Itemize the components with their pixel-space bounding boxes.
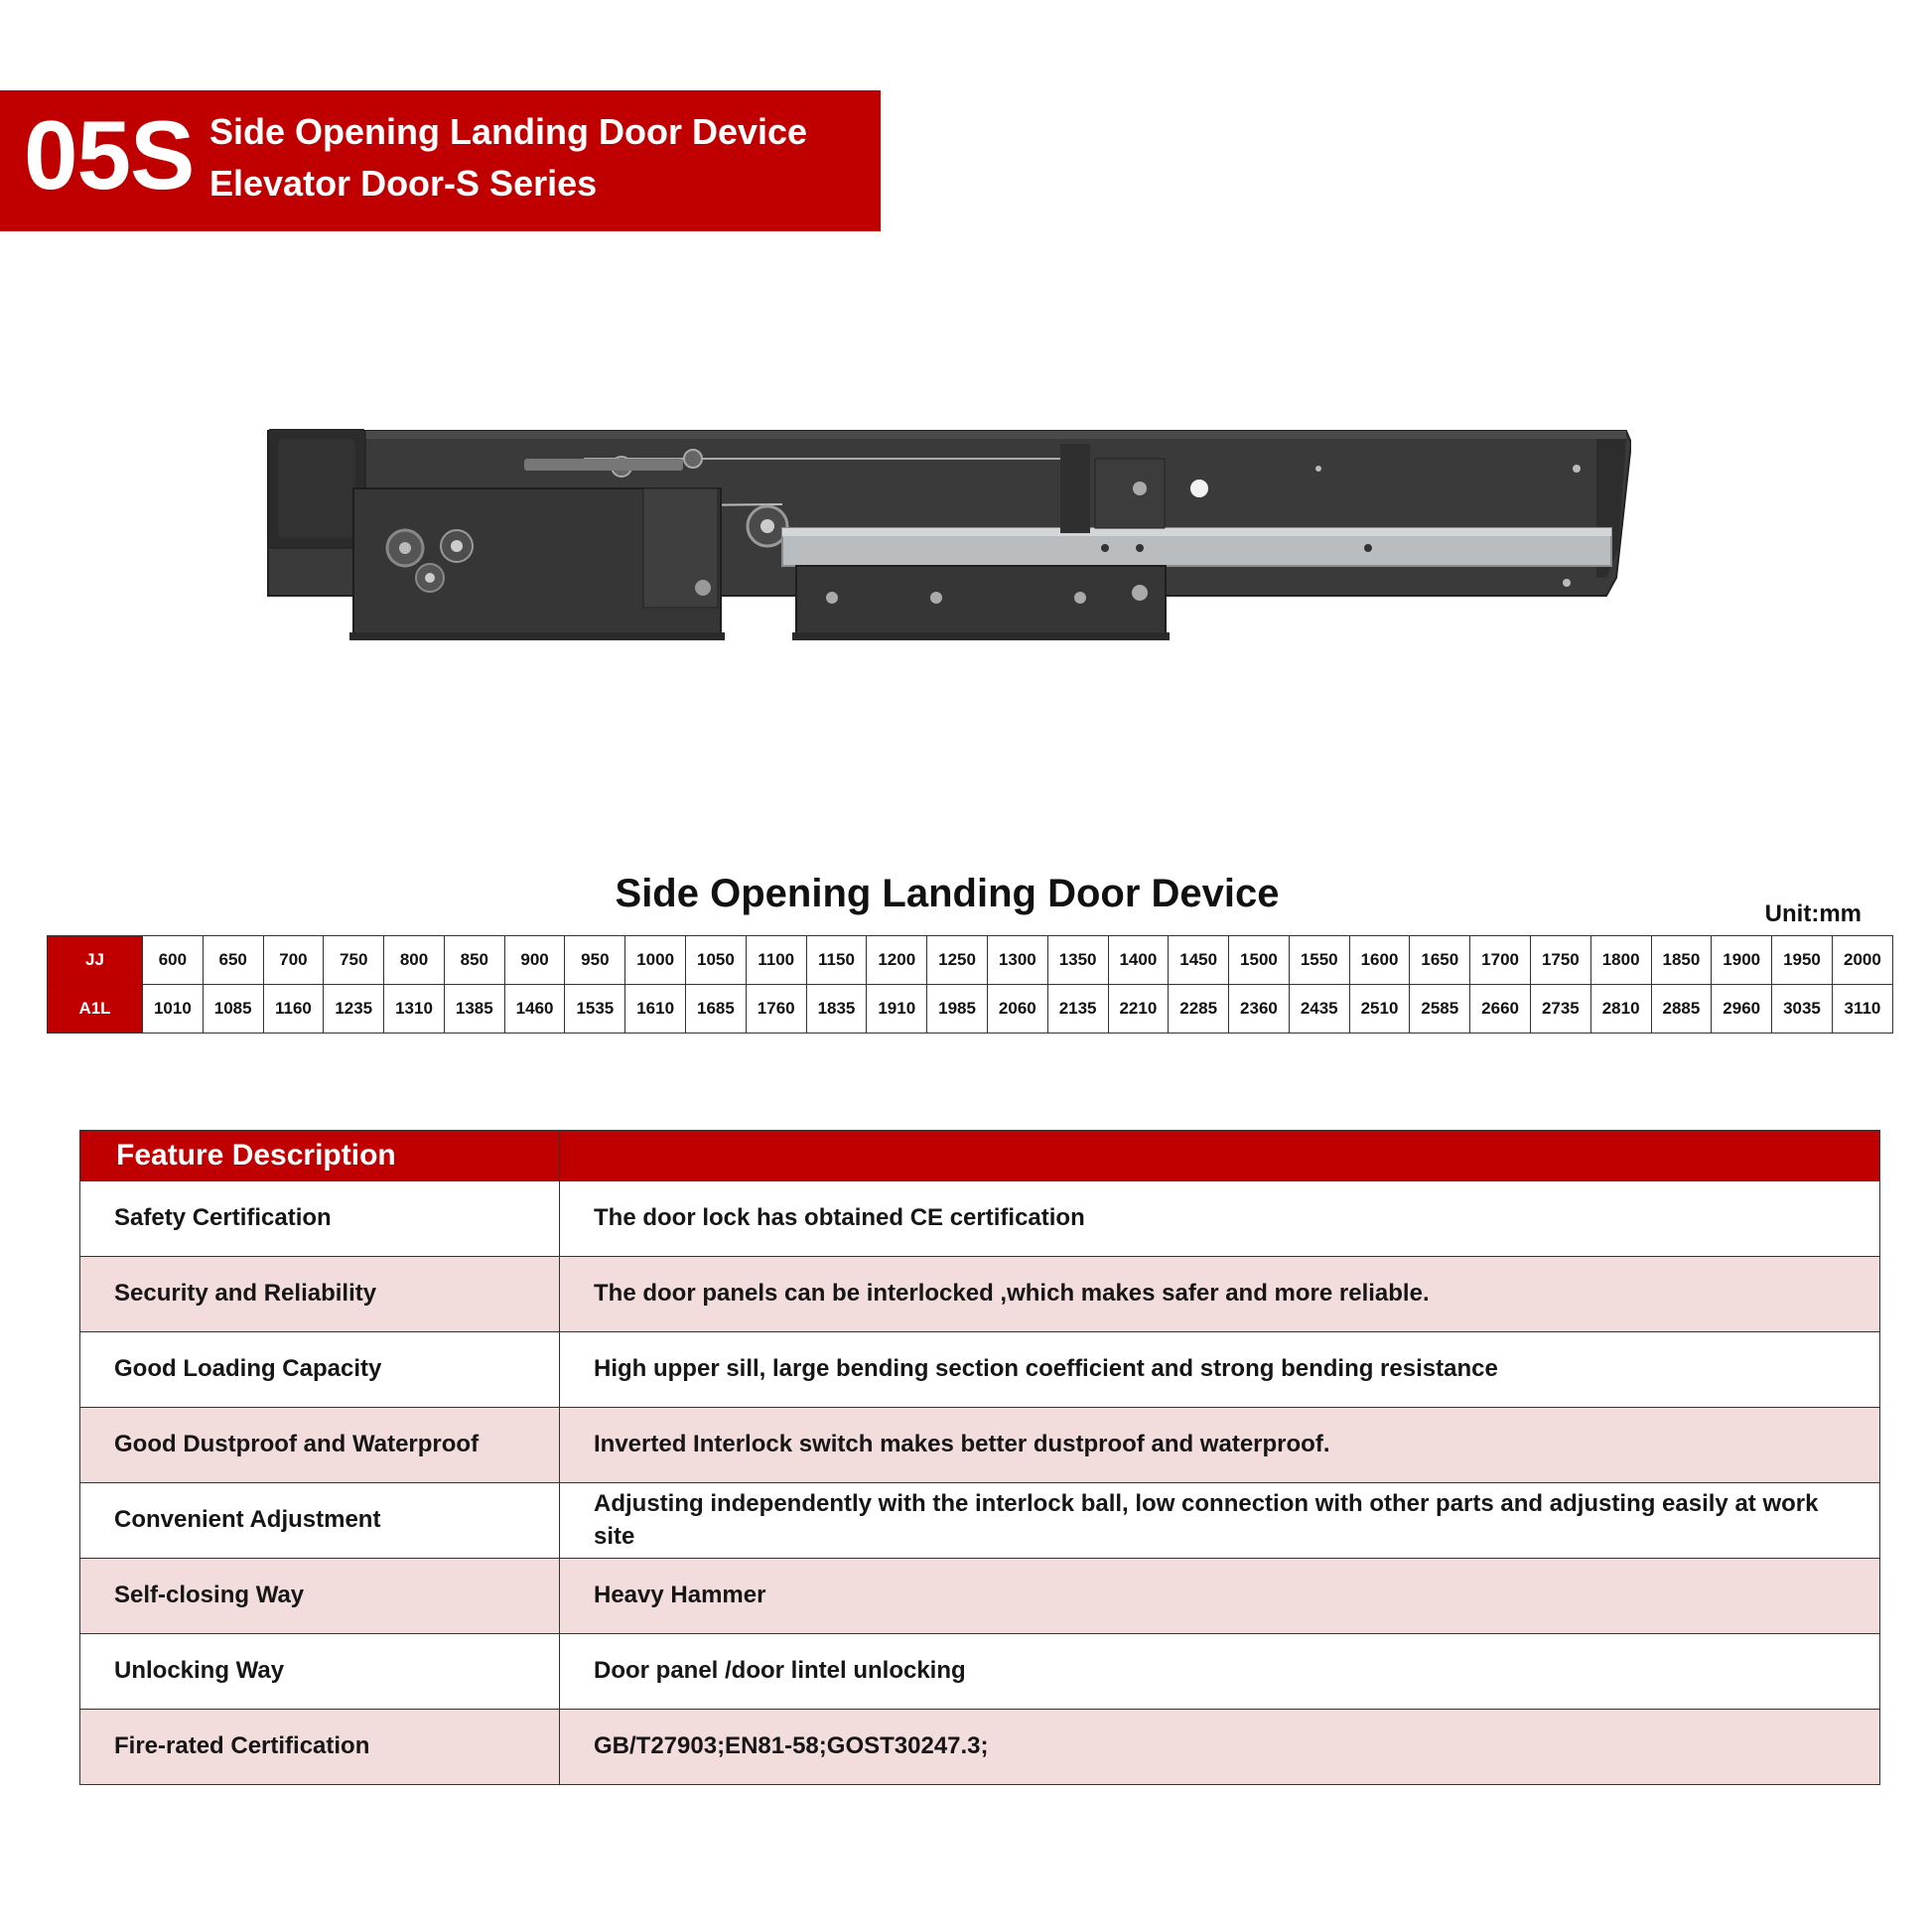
table-cell: 2285 bbox=[1169, 985, 1229, 1034]
feature-name: Unlocking Way bbox=[80, 1634, 560, 1710]
feature-desc: Heavy Hammer bbox=[560, 1559, 1880, 1634]
table-cell: 1600 bbox=[1349, 936, 1410, 985]
feature-desc: Door panel /door lintel unlocking bbox=[560, 1634, 1880, 1710]
product-code: 05S bbox=[24, 100, 195, 209]
feature-desc: The door panels can be interlocked ,which makes safer and more reliable. bbox=[560, 1257, 1880, 1332]
feature-table-header bbox=[80, 1131, 1880, 1181]
table-cell: 2210 bbox=[1108, 985, 1169, 1034]
table-cell: 3035 bbox=[1772, 985, 1833, 1034]
feature-header-empty bbox=[560, 1131, 1880, 1181]
table-cell: 1385 bbox=[444, 985, 504, 1034]
unit-label: Unit:mm bbox=[1764, 900, 1862, 927]
feature-name: Safety Certification bbox=[80, 1181, 560, 1257]
table-cell: 1835 bbox=[806, 985, 867, 1034]
table-cell: 1100 bbox=[746, 936, 806, 985]
feature-row bbox=[80, 1332, 1880, 1408]
table-cell: 1085 bbox=[203, 985, 263, 1034]
feature-desc: The door lock has obtained CE certification bbox=[560, 1181, 1880, 1257]
table-cell: 1650 bbox=[1410, 936, 1470, 985]
feature-name: Self-closing Way bbox=[80, 1559, 560, 1634]
table-cell: 1250 bbox=[927, 936, 988, 985]
table-cell: 1150 bbox=[806, 936, 867, 985]
table-cell: 1900 bbox=[1712, 936, 1772, 985]
table-cell: 1300 bbox=[987, 936, 1047, 985]
feature-row bbox=[80, 1559, 1880, 1634]
table-cell: 2060 bbox=[987, 985, 1047, 1034]
table-cell: 1200 bbox=[867, 936, 927, 985]
table-cell: 1500 bbox=[1229, 936, 1290, 985]
table-cell: 1000 bbox=[625, 936, 686, 985]
table-cell: 950 bbox=[565, 936, 625, 985]
table-cell: 1610 bbox=[625, 985, 686, 1034]
table-cell: 1685 bbox=[686, 985, 747, 1034]
feature-name: Good Dustproof and Waterproof bbox=[80, 1408, 560, 1483]
feature-desc: High upper sill, large bending section coefficient and strong bending resistance bbox=[560, 1332, 1880, 1408]
table-cell: 1700 bbox=[1470, 936, 1531, 985]
feature-table bbox=[79, 1130, 1880, 1785]
table-cell: 600 bbox=[143, 936, 204, 985]
table-cell: 2510 bbox=[1349, 985, 1410, 1034]
feature-row bbox=[80, 1181, 1880, 1257]
feature-name: Good Loading Capacity bbox=[80, 1332, 560, 1408]
table-cell: 1310 bbox=[384, 985, 445, 1034]
table-cell: 1985 bbox=[927, 985, 988, 1034]
table-cell: 2435 bbox=[1289, 985, 1349, 1034]
table-cell: 900 bbox=[504, 936, 565, 985]
table-cell: 800 bbox=[384, 936, 445, 985]
table-cell: 2810 bbox=[1590, 985, 1651, 1034]
feature-desc: Inverted Interlock switch makes better dustproof and waterproof. bbox=[560, 1408, 1880, 1483]
table-cell: 1550 bbox=[1289, 936, 1349, 985]
feature-desc: GB/T27903;EN81-58;GOST30247.3; bbox=[560, 1710, 1880, 1785]
table-cell: 2360 bbox=[1229, 985, 1290, 1034]
table-cell: 1950 bbox=[1772, 936, 1833, 985]
table-cell: 3110 bbox=[1832, 985, 1892, 1034]
table-cell: 650 bbox=[203, 936, 263, 985]
table-cell: 2735 bbox=[1530, 985, 1590, 1034]
table-cell: 2135 bbox=[1047, 985, 1108, 1034]
table-cell: 1800 bbox=[1590, 936, 1651, 985]
feature-name: Security and Reliability bbox=[80, 1257, 560, 1332]
table-cell: 1760 bbox=[746, 985, 806, 1034]
header-title: Side Opening Landing Door Device bbox=[209, 111, 808, 152]
table-cell: 850 bbox=[444, 936, 504, 985]
table-cell: 700 bbox=[263, 936, 324, 985]
row-label-jj: JJ bbox=[48, 936, 143, 985]
door-device-image bbox=[266, 429, 1631, 642]
table-cell: 1450 bbox=[1169, 936, 1229, 985]
feature-desc: Adjusting independently with the interlock ball, low connection with other parts and adjusting easily at work site bbox=[560, 1483, 1880, 1559]
table-cell: 1750 bbox=[1530, 936, 1590, 985]
feature-row bbox=[80, 1483, 1880, 1559]
table-row bbox=[48, 936, 1893, 985]
header-subtitle: Elevator Door-S Series bbox=[209, 163, 598, 204]
table-cell: 1010 bbox=[143, 985, 204, 1034]
table-cell: 1235 bbox=[324, 985, 384, 1034]
row-label-a1l: A1L bbox=[48, 985, 143, 1034]
spec-table-title: Side Opening Landing Door Device bbox=[615, 872, 1280, 915]
table-cell: 2960 bbox=[1712, 985, 1772, 1034]
table-cell: 1910 bbox=[867, 985, 927, 1034]
feature-row bbox=[80, 1257, 1880, 1332]
table-cell: 1400 bbox=[1108, 936, 1169, 985]
table-cell: 2585 bbox=[1410, 985, 1470, 1034]
feature-header-label: Feature Description bbox=[80, 1131, 560, 1181]
table-cell: 1350 bbox=[1047, 936, 1108, 985]
table-cell: 750 bbox=[324, 936, 384, 985]
table-cell: 1160 bbox=[263, 985, 324, 1034]
table-cell: 2660 bbox=[1470, 985, 1531, 1034]
dimension-table bbox=[47, 935, 1893, 1034]
table-cell: 1850 bbox=[1651, 936, 1712, 985]
table-cell: 1535 bbox=[565, 985, 625, 1034]
feature-name: Convenient Adjustment bbox=[80, 1483, 560, 1559]
feature-row bbox=[80, 1408, 1880, 1483]
table-cell: 1460 bbox=[504, 985, 565, 1034]
feature-name: Fire-rated Certification bbox=[80, 1710, 560, 1785]
table-row bbox=[48, 985, 1893, 1034]
table-cell: 1050 bbox=[686, 936, 747, 985]
table-cell: 2000 bbox=[1832, 936, 1892, 985]
table-cell: 2885 bbox=[1651, 985, 1712, 1034]
feature-row bbox=[80, 1710, 1880, 1785]
feature-row bbox=[80, 1634, 1880, 1710]
